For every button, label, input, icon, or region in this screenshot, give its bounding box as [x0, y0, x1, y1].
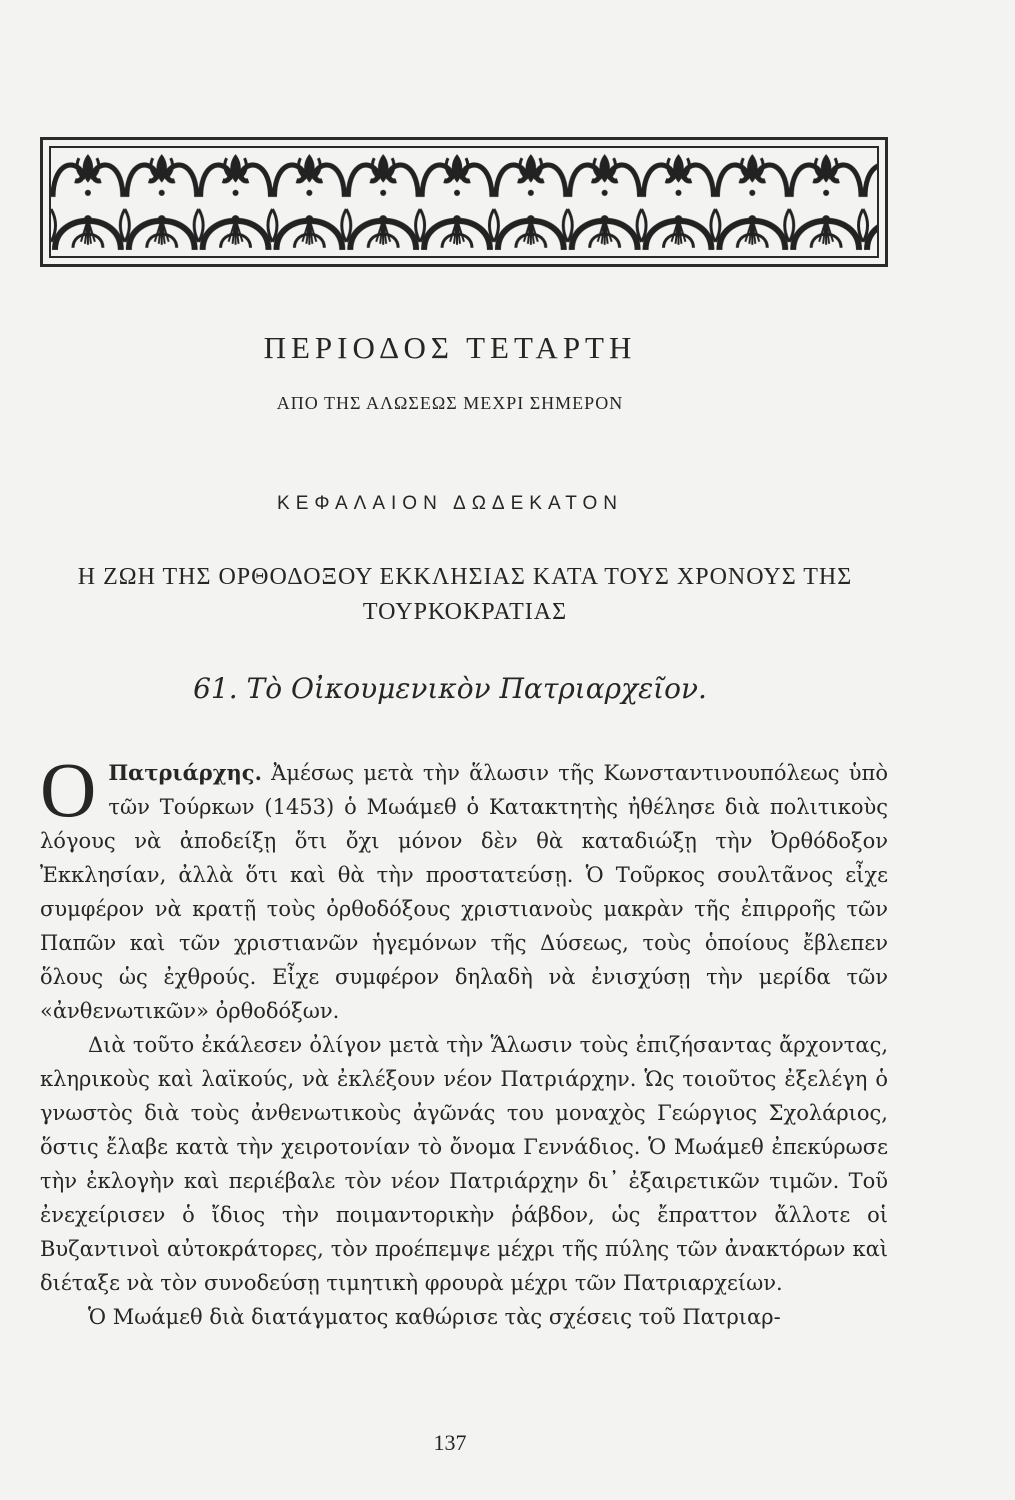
drop-cap: Ο: [40, 746, 97, 833]
part-subtitle: ΑΠΟ ΤΗΣ ΑΛΩΣΕΩΣ ΜΕΧΡΙ ΣΗΜΕΡΟΝ: [276, 393, 624, 413]
paragraph-1: [40, 746, 888, 1028]
chapter-title: Η ΖΩΗ ΤΗΣ ΟΡΘΟΔΟΞΟΥ ΕΚΚΛΗΣΙΑΣ ΚΑΤΑ ΤΟΥΣ ΧΡΟΝΟΥΣ ΤΗΣ ΤΟΥΡΚΟΚΡΑΤΙΑΣ: [77, 564, 853, 625]
chapter-label: ΚΕΦΑΛΑΙΟΝ ΔΩΔΕΚΑΤΟΝ: [277, 493, 623, 514]
greek-palmette-border-icon: [51, 148, 877, 256]
paragraph-lead: Πατριάρχης.: [108, 760, 262, 785]
body-text: [40, 746, 888, 1334]
paragraph-1-text: Ἀμέσως μετὰ τὴν ἅλωσιν τῆς Κωνσταντινουπόλεως ὑπὸ τῶν Τούρκων (1453) ὁ Μωάμεθ ὁ Κατακτητὴς ἠθέλησε διὰ πολιτικοὺς λόγους νὰ ἀποδείξῃ ὅτι ὄχι μόνον δὲν θὰ καταδιώξῃ τὴν Ὀρθόδοξον Ἐκκλησίαν, ἀλλὰ ὅτι καὶ θὰ τὴν προστατεύσῃ. Ὁ Τοῦρκος σουλτᾶνος εἶχε συμφέρον νὰ κρατῇ τοὺς ὀρθοδόξους χριστιανοὺς μακρὰν τῆς ἐπιρροῆς τῶν Παπῶν καὶ τῶν χριστιανῶν ἡγεμόνων τῆς Δύσεως, τοὺς ὁποίους ἔβλεπεν ὅλους ὡς ἐχθρούς. Εἶχε συμφέρον δηλαδὴ νὰ ἐνισχύσῃ τὴν μερίδα τῶν «ἀνθενωτικῶν» ὀρθοδόξων.: [40, 761, 888, 1023]
page-number: 137: [433, 1430, 467, 1455]
part-title: ΠΕΡΙΟΔΟΣ ΤΕΤΑΡΤΗ: [263, 330, 637, 365]
section-heading: 61. Τὸ Οἰκουμενικὸν Πατριαρχεῖον.: [193, 672, 707, 705]
paragraph-2: Διὰ τοῦτο ἐκάλεσεν ὀλίγον μετὰ τὴν Ἅλωσιν τοὺς ἐπιζήσαντας ἄρχοντας, κληρικοὺς καὶ λαϊκούς, νὰ ἐκλέξουν νέον Πατριάρχην. Ὡς τοιοῦτος ἐξελέγη ὁ γνωστὸς διὰ τοὺς ἀνθενωτικοὺς ἀγῶνάς του μοναχὸς Γεώργιος Σχολάριος, ὅστις ἔλαβε κατὰ τὴν χειροτονίαν τὸ ὄνομα Γεννάδιος. Ὁ Μωάμεθ ἐπεκύρωσε τὴν ἐκλογὴν καὶ περιέβαλε τὸν νέον Πατριάρχην δι᾽ ἐξαιρετικῶν τιμῶν. Τοῦ ἐνεχείρισεν ὁ ἴδιος τὴν ποιμαντορικὴν ῥάβδον, ὡς ἔπραττον ἄλλοτε οἱ Βυζαντινοὶ αὐτοκράτορες, τὸν προέπεμψε μέχρι τῆς πύλης τῶν ἀνακτόρων καὶ διέταξε νὰ τὸν συνοδεύσῃ τιμητικὴ φρουρὰ μέχρι τῶν Πατριαρχείων.: [40, 1033, 888, 1295]
paragraph-3: Ὁ Μωάμεθ διὰ διατάγματος καθώρισε τὰς σχέσεις τοῦ Πατριαρ-: [88, 1305, 781, 1329]
ornamental-header-band: [40, 137, 888, 267]
